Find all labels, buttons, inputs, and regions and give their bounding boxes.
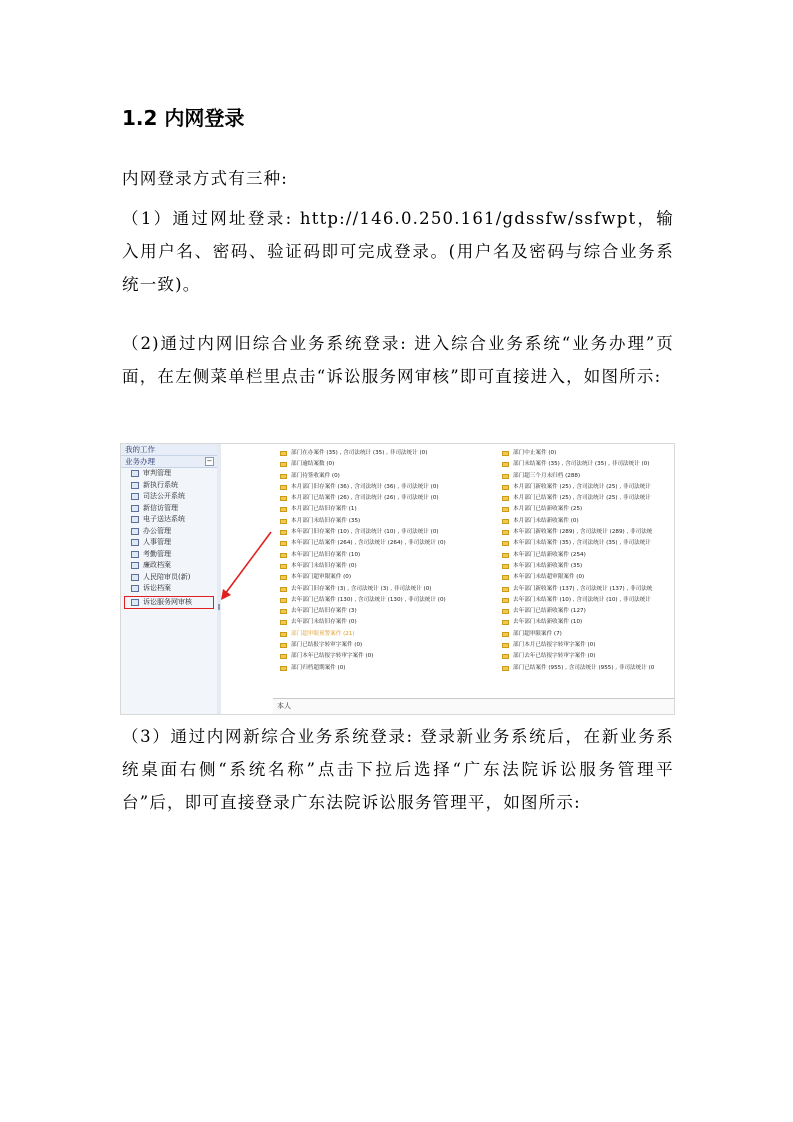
case-list-label: 本年部门未结新收案件 (35) bbox=[513, 562, 583, 569]
case-list-label: 部门已结报字转审字案件 (0) bbox=[291, 642, 363, 649]
case-list-label: 本年部门未结旧存案件 (0) bbox=[291, 562, 357, 569]
case-list-label: 本月部门已结新收案件 (25) bbox=[513, 506, 583, 513]
case-list-label: 本年部门已结新收案件 (254) bbox=[513, 551, 586, 558]
sidebar-item-label: 办公管理 bbox=[143, 526, 171, 535]
case-list-label: 本年部门超审限案件 (0) bbox=[291, 574, 352, 581]
case-list-label: 去年部门已结案件 (130) , 含司法统计 (130) , 非司法统计 (0) bbox=[291, 596, 446, 603]
case-list-label: 去年部门未结新收案件 (10) bbox=[513, 619, 583, 626]
case-list-label: 本月部门已结案件 (25) , 含司法统计 (25) , 非司法统计 bbox=[513, 495, 651, 502]
collapse-toggle-icon[interactable]: − bbox=[206, 457, 213, 465]
red-arrow-annotation bbox=[121, 444, 674, 714]
sidebar-item-label: 新信访管理 bbox=[143, 503, 178, 512]
case-list-label: 部门已结案件 (955) , 含司法统计 (955) , 非司法统计 (0 bbox=[513, 664, 655, 671]
old-system-screenshot bbox=[120, 443, 675, 715]
case-list-label: 本年部门已结案件 (264) , 含司法统计 (264) , 非司法统计 (0) bbox=[291, 540, 446, 547]
section-heading: 1.2 内网登录 bbox=[122, 106, 245, 130]
case-list-label: 本年部门已结旧存案件 (10) bbox=[291, 551, 361, 558]
case-list-label: 部门本年已结报字转审字案件 (0) bbox=[291, 653, 374, 660]
case-list-label: 去年部门新收案件 (137) , 含司法统计 (137) , 非司法统 bbox=[513, 585, 653, 592]
case-list-label: 本年部门旧存案件 (10) , 含司法统计 (10) , 非司法统计 (0) bbox=[291, 529, 439, 536]
case-list-label: 本月部门已结案件 (26) , 含司法统计 (26) , 非司法统计 (0) bbox=[291, 495, 439, 502]
case-list-label: 部门归档超期案件 (0) bbox=[291, 664, 346, 671]
sidebar-item-label: 诉讼档案 bbox=[143, 584, 171, 592]
sidebar-item-label: 人事管理 bbox=[143, 538, 171, 546]
sidebar-item-label: 新执行系统 bbox=[143, 480, 178, 489]
case-list-label: 本月部门未结新收案件 (0) bbox=[513, 517, 579, 524]
sidebar-item-label: 人民陪审员(新) bbox=[143, 572, 191, 581]
sidebar-item-label: 电子送达系统 bbox=[143, 515, 185, 523]
case-list-label: 去年部门已结新收案件 (127) bbox=[513, 608, 586, 615]
case-list-label: 本年部门未结超审限案件 (0) bbox=[513, 574, 585, 581]
method-3-paragraph: （3）通过内网新综合业务系统登录: 登录新业务系统后，在新业务系统桌面右侧“系统名称”点击下拉后选择“广东法院诉讼服务管理平台”后，即可直接登录广东法院诉讼服务管理平，如图所示: bbox=[122, 727, 674, 812]
case-list-label: 本年部门新收案件 (289) , 含司法统计 (289) , 非司法统 bbox=[513, 529, 653, 536]
sidebar-section-label: 我的工作 bbox=[125, 445, 155, 454]
arrow-shaft bbox=[225, 532, 271, 594]
sidebar-item-label: 审判管理 bbox=[143, 469, 171, 477]
case-list-label: 部门本月已结报字转审字案件 (0) bbox=[513, 642, 596, 649]
case-list-label: 部门超三个月未归档 (288) bbox=[513, 472, 581, 479]
case-list-label: 部门未结案件 (35) , 含司法统计 (35) , 非司法统计 (0) bbox=[513, 461, 650, 468]
case-list-label: 去年部门未结案件 (10) , 含司法统计 (10) , 非司法统计 bbox=[513, 596, 651, 603]
method-1-paragraph: （1）通过网址登录: http://146.0.250.161/gdssfw/ssfwpt，输入用户名、密码、验证码即可完成登录。(用户名及密码与综合业务系统一致)。 bbox=[122, 209, 674, 294]
arrow-head-icon bbox=[221, 589, 231, 600]
case-list-label: 去年部门未结旧存案件 (0) bbox=[291, 619, 357, 626]
sidebar-item-label: 司法公开系统 bbox=[143, 492, 185, 500]
sidebar-item-label: 诉讼服务网审核 bbox=[143, 597, 192, 606]
case-list-label: 部门待签收案件 (0) bbox=[291, 472, 340, 479]
case-list-label: 去年部门已结旧存案件 (3) bbox=[291, 608, 357, 615]
method-2-paragraph: （2)通过内网旧综合业务系统登录: 进入综合业务系统“业务办理”页面，在左侧菜单栏里点击“诉讼服务网审核”即可直接进入，如图所示: bbox=[122, 334, 674, 386]
sidebar-item-label: 考勤管理 bbox=[143, 549, 171, 558]
case-list-label: 部门去年已结报字转审字案件 (0) bbox=[513, 653, 596, 660]
case-list-label: 去年部门旧存案件 (3) , 含司法统计 (3) , 非司法统计 (0) bbox=[291, 585, 432, 592]
case-list-label: 部门在办案件 (35) , 含司法统计 (35) , 非司法统计 (0) bbox=[291, 450, 428, 456]
case-list-label: 部门超审限预警案件 (21) bbox=[291, 630, 355, 637]
case-list-label: 本月部门已结旧存案件 (1) bbox=[291, 506, 357, 513]
case-list-label: 部门超审限案件 (7) bbox=[513, 630, 562, 637]
sidebar-item-label: 廉政档案 bbox=[143, 561, 171, 569]
case-list-label: 部门逾结案数 (0) bbox=[291, 461, 335, 468]
bottom-label: 本人 bbox=[277, 702, 291, 710]
case-list-label: 本年部门未结案件 (35) , 含司法统计 (35) , 非司法统计 bbox=[513, 540, 651, 547]
sidebar-section-label: 业务办理 bbox=[125, 457, 155, 466]
case-list-label: 部门中止案件 (0) bbox=[513, 450, 557, 456]
case-list-label: 本月部门未结旧存案件 (35) bbox=[291, 517, 361, 524]
intro-paragraph: 内网登录方式有三种: bbox=[122, 169, 289, 188]
case-list-label: 本月部门旧存案件 (36) , 含司法统计 (36) , 非司法统计 (0) bbox=[291, 483, 439, 490]
case-list-label: 本月部门新收案件 (25) , 含司法统计 (25) , 非司法统计 bbox=[513, 483, 651, 490]
